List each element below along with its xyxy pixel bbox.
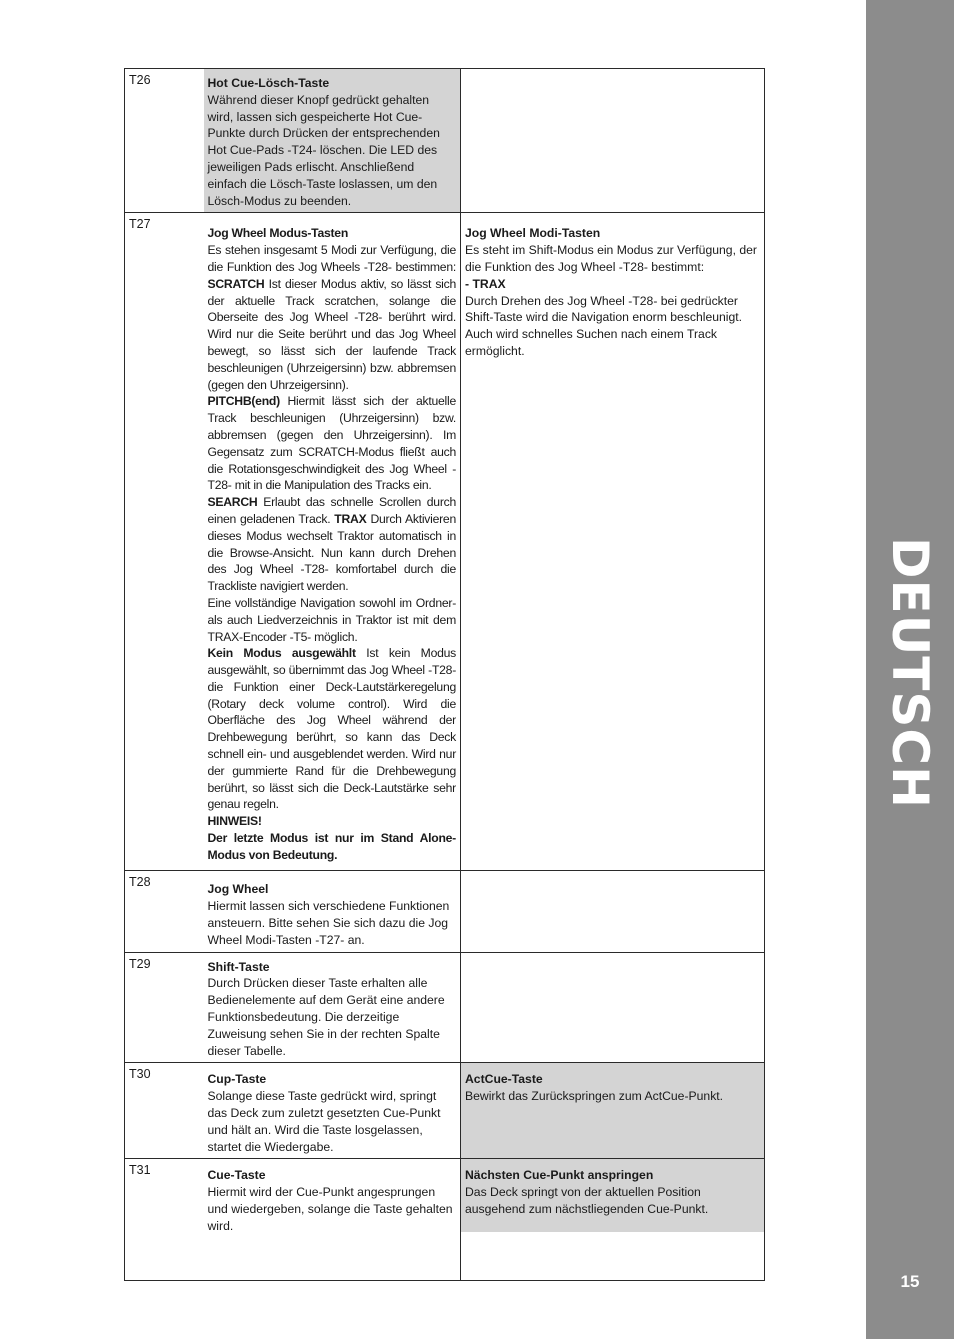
function-title: Jog Wheel: [207, 882, 269, 897]
function-cell: [204, 69, 461, 213]
function-cell: [204, 1159, 461, 1281]
table-row: [125, 1159, 765, 1281]
function-cell: [204, 871, 461, 952]
mode-description-trax-2: Eine vollständige Navigation sowohl im Ordner- als auch Liedverzeichnis in Traktor ist mit dem TRAX-Encoder -T5- möglich.: [207, 595, 456, 644]
shift-function-description: Es steht im Shift-Modus ein Modus zur Verfügung, der die Funktion des Jog Wheel -T28- bestimmt:: [465, 243, 757, 274]
row-id: T29: [125, 952, 204, 1063]
function-title: Jog Wheel Modus-Tasten: [207, 226, 349, 241]
mode-label-none: Kein Modus ausgewählt: [207, 646, 356, 661]
mode-label-search: SEARCH: [207, 495, 258, 510]
mode-description-pitchbend: Hiermit lässt sich der aktuelle Track beschleunigen (Uhrzeigersinn) bzw. abbremsen (gegen den Uhrzeigersinn). Im Gegensatz zum SCRATCH-Modus fließt auch die Rotationsgeschwindigkeit des Jog Wheel -T28- mit in die Manipulation des Tracks ein.: [207, 394, 456, 493]
mode-description-scratch: Ist dieser Modus aktiv, so lässt sich der aktuelle Track scratchen, solange die Oberseite des Jog Wheel -T28- berührt wird. Wird nur die Seite berührt und das Jog Wheel bewegt, so lässt sich der laufende Track beschleunigen (Uhrzeigersinn) bzw. abbremsen (gegen den Uhrzeigersinn).: [207, 276, 456, 392]
shift-mode-label-trax: - TRAX: [465, 276, 506, 291]
row-id: T30: [125, 1063, 204, 1159]
function-description: Es stehen insgesamt 5 Modi zur Verfügung, die die Funktion des Jog Wheels -T28- bestimmen:: [207, 243, 456, 274]
row-id: T31: [125, 1159, 204, 1281]
function-title: Cup-Taste: [207, 1072, 267, 1087]
shift-function-description: Das Deck springt von der aktuellen Position ausgehend zum nächstliegenden Cue-Punkt.: [465, 1185, 709, 1216]
table-row: [125, 213, 765, 871]
mode-label-scratch: SCRATCH: [207, 276, 265, 291]
mode-description-trax: Durch Aktivieren dieses Modus wechselt Traktor automatisch in die Browse-Ansicht. Nun kann durch Drehen des Jog Wheel -T28- komfortabel durch die Trackliste navigiert werden.: [207, 511, 456, 594]
function-title: Shift-Taste: [207, 959, 270, 974]
function-description: Hiermit lassen sich verschiedene Funktionen ansteuern. Bitte sehen Sie sich dazu die Jog Wheel Modi-Tasten -T27- an.: [207, 899, 450, 947]
table-row: [125, 1063, 765, 1159]
mode-description-search: Erlaubt das schnelle Scrollen durch einen geladenen Track.: [207, 495, 457, 526]
table-row: [125, 69, 765, 213]
shift-function-cell: [461, 1159, 765, 1281]
shift-function-cell: [461, 1063, 765, 1159]
language-label: DEUTSCH: [881, 537, 940, 809]
shift-function-cell: [461, 69, 765, 213]
mode-description-none: Ist kein Modus ausgewählt, so übernimmt das Jog Wheel -T28- die Funktion einer Deck-Lautstärkeregelung (Rotary deck volume control). Wird die Oberfläche des Jog Wheel während der Drehbewegung berührt, so kann das Deck schnell ein- und ausgeblendet werden. Wird nur der gummierte Rand für die Drehbewegung berührt, so lässt sich die Deck-Lautstärke sehr genau regeln.: [207, 646, 456, 812]
function-description: Durch Drücken dieser Taste erhalten alle Bedienelemente auf dem Gerät eine andere Funktionsbedeutung. Die derzeitige Zuweisung sehen Sie in der rechten Spalte dieser Tabelle.: [207, 976, 445, 1058]
shift-function-description: Bewirkt das Zurückspringen zum ActCue-Punkt.: [465, 1089, 724, 1104]
row-id: T28: [125, 871, 204, 952]
function-description: Solange diese Taste gedrückt wird, springt das Deck zum zuletzt gesetzten Cue-Punkt und hält an. Wird die Taste losgelassen, startet die Wiedergabe.: [207, 1089, 441, 1154]
row-id: T27: [125, 213, 204, 871]
function-table: [124, 68, 765, 1281]
mode-label-pitchbend: PITCHB(end): [207, 394, 280, 409]
table-row: [125, 871, 765, 952]
language-tab: [866, 537, 954, 809]
row-id: T26: [125, 69, 204, 213]
shift-function-cell: [461, 952, 765, 1063]
note-text: Der letzte Modus ist nur im Stand Alone-Modus von Bedeutung.: [207, 831, 456, 862]
shift-function-cell: [461, 871, 765, 952]
shift-function-title: Nächsten Cue-Punkt anspringen: [465, 1168, 654, 1183]
page-number: 15: [900, 1272, 920, 1291]
shift-function-cell: [461, 213, 765, 871]
function-description: Während dieser Knopf gedrückt gehalten wird, lassen sich gespeicherte Hot Cue-Punkte durch Drücken der entsprechenden Hot Cue-Pads -T24- löschen. Die LED des jeweiligen Pads erlischt. Anschließend einfach die Lösch-Taste loslassen, um den Lösch-Modus zu beenden.: [207, 92, 440, 208]
function-title: Cue-Taste: [207, 1168, 266, 1183]
shift-function-title: Jog Wheel Modi-Tasten: [465, 226, 601, 241]
function-title: Hot Cue-Lösch-Taste: [207, 76, 330, 90]
shift-function-title: ActCue-Taste: [465, 1072, 543, 1087]
table-row: [125, 952, 765, 1063]
mode-label-trax: TRAX: [334, 511, 367, 526]
function-cell: [204, 952, 461, 1063]
note-label: HINWEIS!: [207, 814, 262, 829]
function-cell: [204, 1063, 461, 1159]
shift-mode-description-trax: Durch Drehen des Jog Wheel -T28- bei gedrückter Shift-Taste wird die Navigation enorm beschleunigt. Auch wird schnelles Suchen nach einem Track ermöglicht.: [465, 293, 743, 358]
function-cell: [204, 213, 461, 871]
function-description: Hiermit wird der Cue-Punkt angesprungen und wiedergeben, solange die Taste gehalten wird.: [207, 1185, 453, 1233]
